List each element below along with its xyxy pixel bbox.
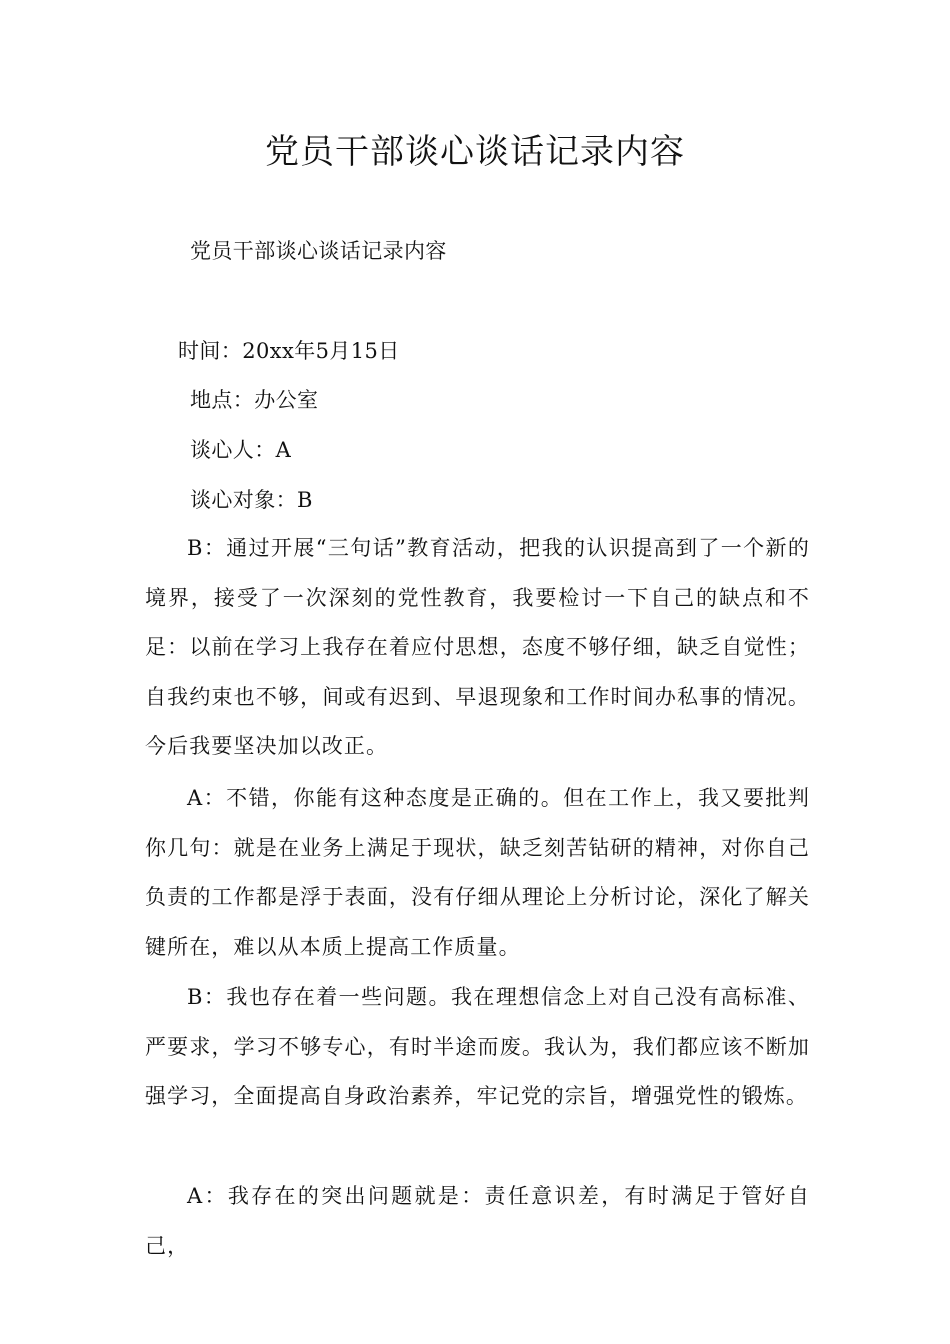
paragraph-3: B：我也存在着一些问题。我在理想信念上对自己没有高标准、严要求，学习不够专心，有时半途而废。我认为，我们都应该不断加强学习，全面提高自身政治素养，牢记党的宗旨，增强党性的锻炼。 bbox=[145, 985, 810, 1108]
document-subtitle: 党员干部谈心谈话记录内容 bbox=[190, 239, 447, 263]
talker: 谈心人：A bbox=[190, 438, 292, 462]
document-title: 党员干部谈心谈话记录内容 bbox=[265, 132, 685, 172]
paragraph-1: B：通过开展“三句话”教育活动，把我的认识提高到了一个新的境界，接受了一次深刻的党性教育，我要检讨一下自己的缺点和不足：以前在学习上我存在着应付思想，态度不够仔细，缺乏自觉性；自我约束也不够，间或有迟到、早退现象和工作时间办私事的情况。今后我要坚决加以改正。 bbox=[145, 536, 810, 758]
talk-target: 谈心对象：B bbox=[190, 488, 313, 512]
paragraph-2: A：不错，你能有这种态度是正确的。但在工作上，我又要批判你几句：就是在业务上满足于现状，缺乏刻苦钻研的精神，对你自己负责的工作都是浮于表面，没有仔细从理论上分析讨论，深化了解关键所在，难以从本质上提高工作质量。 bbox=[145, 786, 810, 959]
paragraph-4: A：我存在的突出问题就是：责任意识差，有时满足于管好自己， bbox=[145, 1184, 810, 1258]
meeting-place: 地点：办公室 bbox=[190, 388, 319, 412]
meeting-time: 时间：20xx年5月15日 bbox=[178, 339, 400, 363]
